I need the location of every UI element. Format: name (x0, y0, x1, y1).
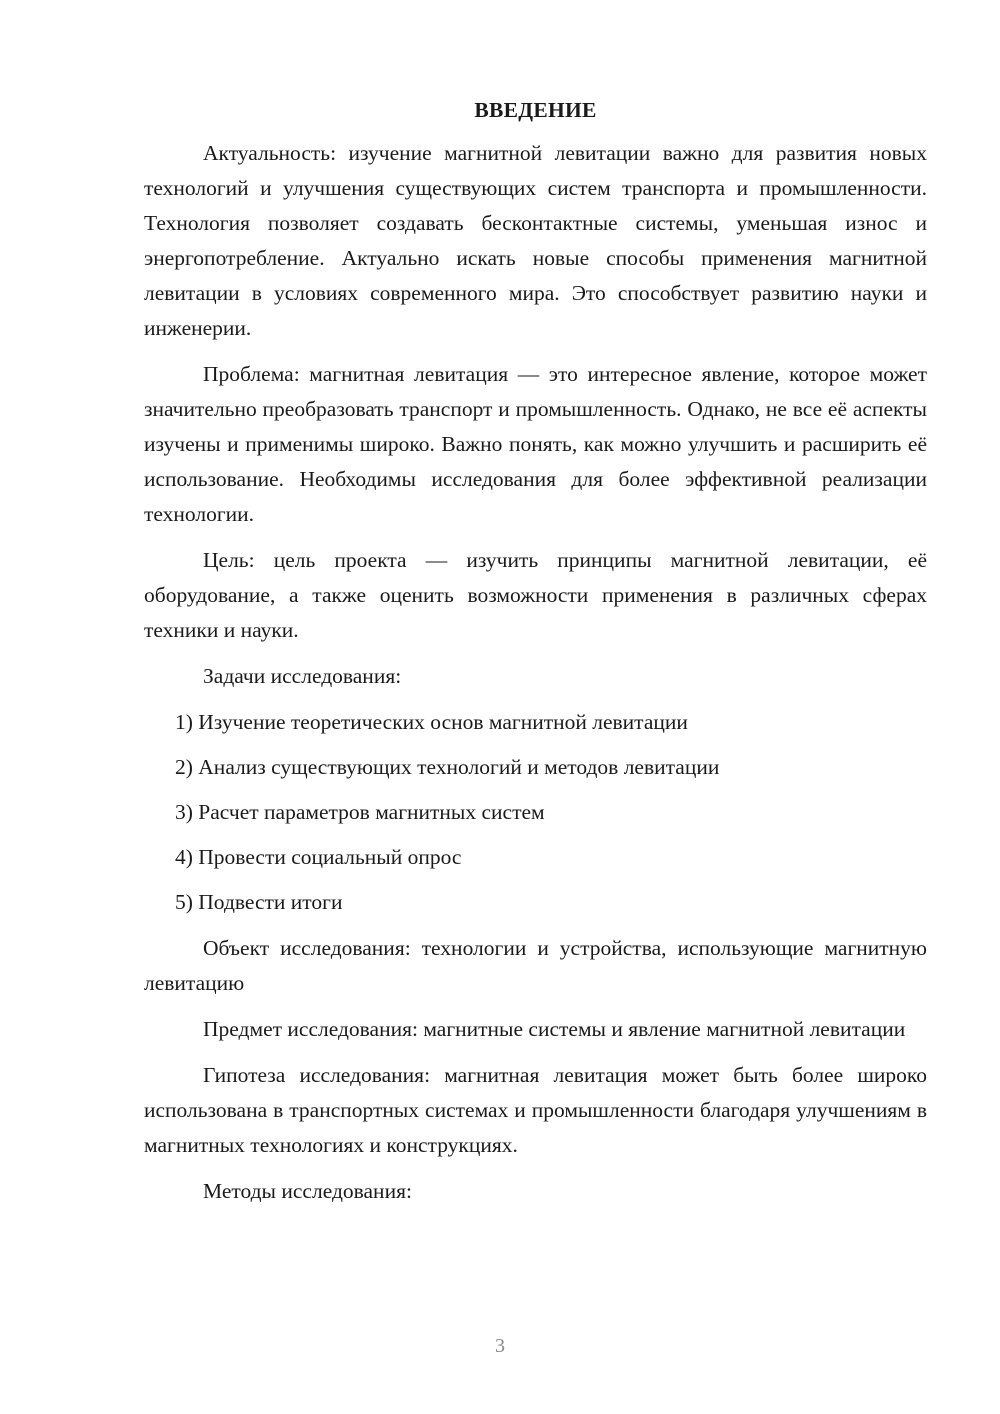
paragraph-object: Объект исследования: технологии и устройства, использующие магнитную левитацию (144, 936, 927, 995)
paragraph-relevance: Актуальность: изучение магнитной левитации важно для развития новых технологий и улучшения существующих систем транспорта и промышленности. Технология позволяет создавать бесконтактные системы, уменьшая износ и энергопотребление. Актуально искать новые способы применения магнитной левитации в условиях современного мира. Это способствует развитию науки и инженерии. (144, 141, 927, 340)
tasks-heading: Задачи исследования: (203, 664, 402, 688)
tasks-list (144, 705, 927, 920)
methods-heading: Методы исследования: (203, 1179, 412, 1203)
list-item: 2) Анализ существующих технологий и методов левитации (175, 755, 720, 779)
paragraph-goal: Цель: цель проекта — изучить принципы магнитной левитации, её оборудование, а также оценить возможности применения в различных сферах техники и науки. (144, 548, 927, 642)
paragraph-hypothesis: Гипотеза исследования: магнитная левитация может быть более широко использована в транспортных системах и промышленности благодаря улучшениям в магнитных технологиях и конструкциях. (144, 1063, 927, 1157)
list-item: 1) Изучение теоретических основ магнитной левитации (175, 710, 688, 734)
list-item: 5) Подвести итоги (175, 890, 343, 914)
paragraph-problem: Проблема: магнитная левитация — это интересное явление, которое может значительно преобразовать транспорт и промышленность. Однако, не все её аспекты изучены и применимы широко. Важно понять, как можно улучшить и расширить её использование. Необходимы исследования для более эффективной реализации технологии. (144, 362, 927, 526)
document-page (144, 96, 927, 1220)
paragraph-subject: Предмет исследования: магнитные системы и явление магнитной левитации (203, 1017, 906, 1041)
page-number: 3 (495, 1335, 505, 1357)
list-item: 3) Расчет параметров магнитных систем (175, 800, 545, 824)
list-item: 4) Провести социальный опрос (175, 845, 462, 869)
page-title: ВВЕДЕНИЕ (474, 98, 597, 122)
